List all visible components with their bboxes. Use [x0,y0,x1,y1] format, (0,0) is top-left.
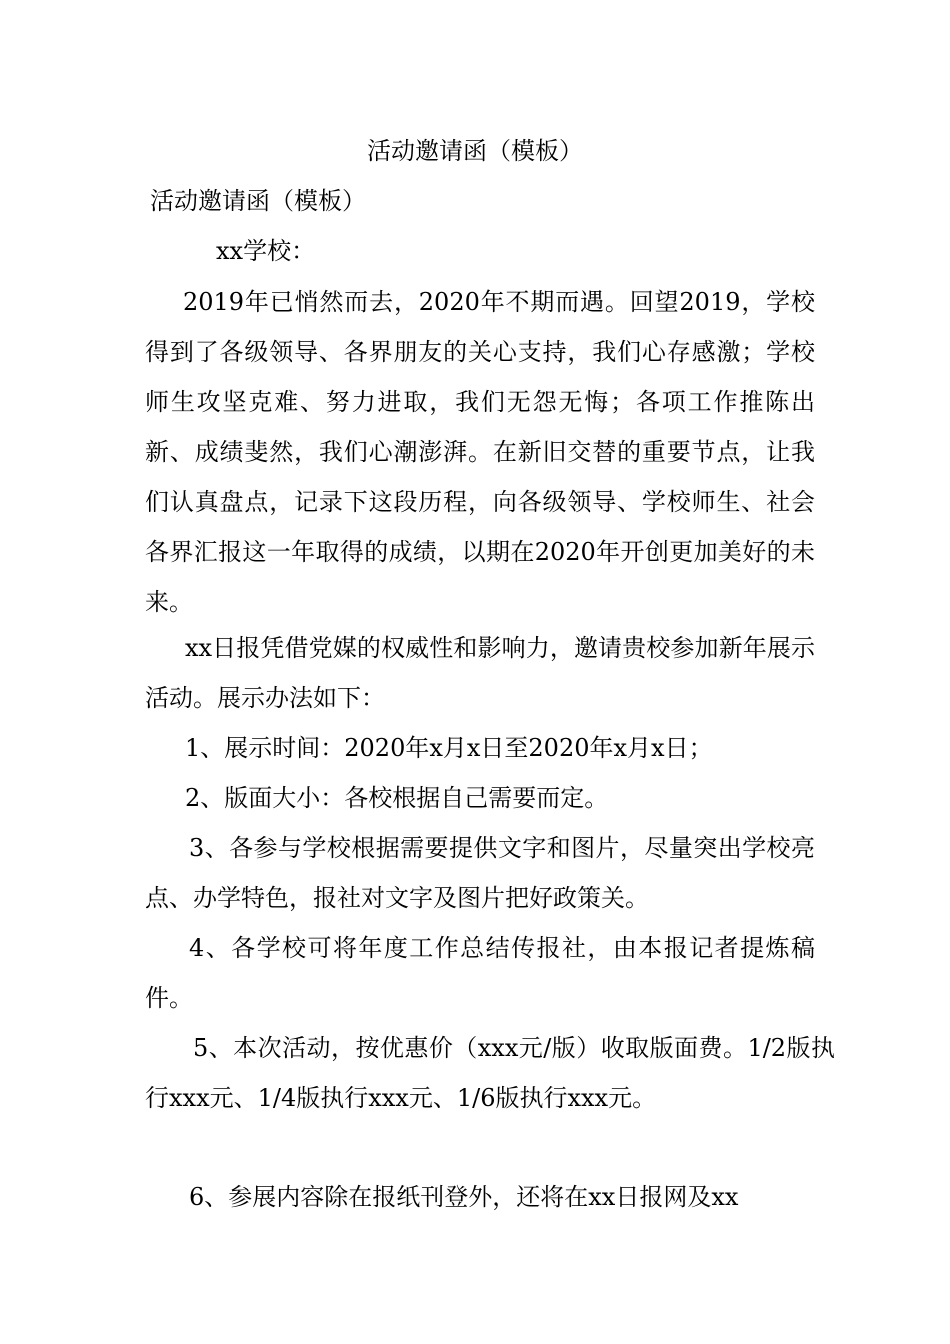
paragraph-invitation: xx日报凭借党媒的权威性和影响力，邀请贵校参加新年展示活动。展示办法如下： [145,634,815,712]
document-title: 活动邀请函（模板） [367,137,583,165]
paragraph-intro: 2019年已悄然而去，2020年不期而遇。回望2019，学校得到了各级领导、各界朋友的关心支持，我们心存感激；学校师生攻坚克难、努力进取，我们无怨无悔；各项工作推陈出新、成绩斐然，我们心潮澎湃。在新旧交替的重要节点，让我们认真盘点，记录下这段历程，向各级领导、学校师生、社会各界汇报这一年取得的成绩，以期在2020年开创更加美好的未来。 [145,288,815,616]
list-item-layout-size: 2、版面大小：各校根据自己需要而定。 [185,784,609,812]
list-item-fees: 5、本次活动，按优惠价（xxx元/版）收取版面费。1/2版执行xxx元、1/4版执行xxx元、1/6版执行xxx元。 [145,1034,835,1112]
list-item-materials: 3、各参与学校根据需要提供文字和图片，尽量突出学校亮点、办学特色，报社对文字及图片把好政策关。 [145,834,815,912]
salutation: xx学校： [216,237,316,265]
document-subtitle: 活动邀请函（模板） [150,187,366,215]
list-item-work-summary: 4、各学校可将年度工作总结传报社，由本报记者提炼稿件。 [145,934,815,1012]
list-item-online-publishing: 6、参展内容除在报纸刊登外，还将在xx日报网及xx [189,1183,739,1211]
list-item-display-time: 1、展示时间：2020年x月x日至2020年x月x日； [185,734,713,762]
